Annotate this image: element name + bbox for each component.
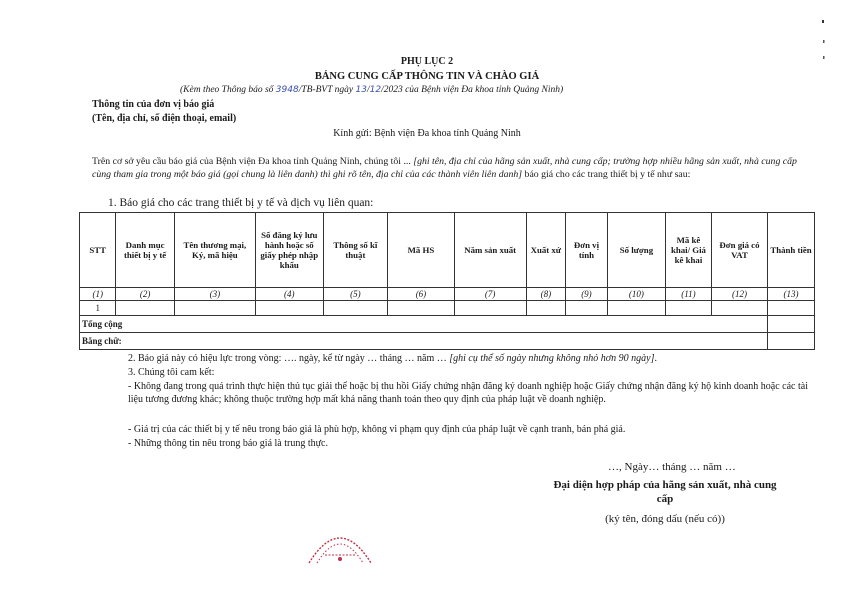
table-cell bbox=[388, 301, 455, 316]
subtitle-prefix: (Kèm theo Thông báo số bbox=[180, 85, 276, 95]
table-cell bbox=[566, 301, 608, 316]
commitment-item: - Giá trị của các thiết bị y tế nêu trong báo giá là phù hợp, không vi phạm quy định của pháp luật về cạnh tranh, bán phá giá. bbox=[128, 424, 626, 435]
column-number: (7) bbox=[454, 288, 526, 301]
validity-clause bbox=[128, 353, 657, 364]
header-cell: Số lượng bbox=[607, 213, 665, 288]
validity-text: 2. Báo giá này có hiệu lực trong vòng: …. ngày, kể từ ngày … tháng … năm … bbox=[128, 353, 450, 364]
table-header-row bbox=[80, 213, 815, 288]
table-cell bbox=[116, 301, 174, 316]
subtitle-middle: /TB-BVT ngày bbox=[298, 85, 356, 95]
total-label: Tổng cộng bbox=[80, 316, 768, 333]
column-number: (12) bbox=[711, 288, 767, 301]
table-cell bbox=[174, 301, 255, 316]
header-cell: STT bbox=[80, 213, 116, 288]
supplier-info-hint: (Tên, địa chỉ, số điện thoại, email) bbox=[92, 113, 237, 124]
header-cell: Danh mục thiết bị y tế bbox=[116, 213, 174, 288]
intro-text-end: báo giá cho các trang thiết bị y tế như sau: bbox=[522, 169, 691, 180]
column-number: (3) bbox=[174, 288, 255, 301]
supplier-info-label: Thông tin của đơn vị báo giá bbox=[92, 99, 215, 110]
handwritten-notice-number: 3948 bbox=[275, 85, 299, 95]
table-cell bbox=[607, 301, 665, 316]
table-cell bbox=[711, 301, 767, 316]
signature-instruction: (ký tên, đóng dấu (nếu có)) bbox=[605, 513, 725, 525]
header-cell: Xuất xứ bbox=[526, 213, 566, 288]
column-number: (4) bbox=[255, 288, 323, 301]
red-stamp-icon bbox=[303, 519, 377, 565]
header-cell: Thông số kĩ thuật bbox=[323, 213, 388, 288]
amount-in-words-cell bbox=[768, 333, 815, 350]
subtitle-suffix: /2023 của Bệnh viện Đa khoa tỉnh Quảng Ninh) bbox=[381, 85, 564, 95]
section-1-heading: 1. Báo giá cho các trang thiết bị y tế và dịch vụ liên quan: bbox=[108, 197, 374, 209]
margin-mark-icon bbox=[816, 18, 830, 62]
header-cell: Số đăng ký lưu hành hoặc số giấy phép nhập khẩu bbox=[255, 213, 323, 288]
header-cell: Thành tiền bbox=[768, 213, 815, 288]
column-number: (8) bbox=[526, 288, 566, 301]
handwritten-day: 13 bbox=[355, 85, 367, 95]
document-subtitle bbox=[180, 85, 563, 95]
quotation-table bbox=[79, 212, 815, 350]
intro-text: Trên cơ sở yêu cầu báo giá của Bệnh viện Đa khoa tỉnh Quảng Ninh, chúng tôi ... bbox=[92, 156, 414, 167]
stt-cell: 1 bbox=[80, 301, 116, 316]
column-number: (10) bbox=[607, 288, 665, 301]
commitment-item: - Những thông tin nêu trong báo giá là trung thực. bbox=[128, 438, 328, 449]
column-number: (5) bbox=[323, 288, 388, 301]
table-cell bbox=[768, 301, 815, 316]
legal-representative-label: Đại diện hợp pháp của hãng sản xuất, nhà cung cấp bbox=[553, 479, 777, 505]
table-cell bbox=[526, 301, 566, 316]
document-title: BẢNG CUNG CẤP THÔNG TIN VÀ CHÀO GIÁ bbox=[314, 71, 540, 82]
table-row bbox=[80, 301, 815, 316]
intro-italic-note: [ghi tên, địa chỉ của hãng sản xuất, nhà cung cấp; trường hợp nhiều hãng sản xuất, nhà cung cấp cùng tham gia trong một báo giá (gọi chung là liên danh) thì ghi rõ tên, địa chỉ của các thành viên liên danh] bbox=[92, 156, 797, 180]
column-number-row bbox=[80, 288, 815, 301]
header-cell: Đơn giá có VAT bbox=[711, 213, 767, 288]
column-number: (11) bbox=[666, 288, 712, 301]
total-value-cell bbox=[768, 316, 815, 333]
commitment-item: - Không đang trong quá trình thực hiện thủ tục giải thể hoặc bị thu hồi Giấy chứng nhận đăng ký doanh nghiệp hoặc Giấy chứng nhận đăng ký hộ kinh doanh hoặc các tài liệu tương đương khác; không thuộc trường hợp mất khả năng thanh toán theo quy định của pháp luật về doanh nghiệp. bbox=[128, 381, 808, 405]
appendix-title: PHỤ LỤC 2 bbox=[400, 56, 454, 67]
header-cell: Mã kê khai/ Giá kê khai bbox=[666, 213, 712, 288]
intro-paragraph bbox=[92, 155, 802, 181]
greeting-line: Kính gửi: Bệnh viện Đa khoa tỉnh Quảng Ninh bbox=[333, 128, 521, 139]
table-cell bbox=[454, 301, 526, 316]
header-cell: Tên thương mại, Ký, mã hiệu bbox=[174, 213, 255, 288]
header-cell: Đơn vị tính bbox=[566, 213, 608, 288]
column-number: (13) bbox=[768, 288, 815, 301]
column-number: (2) bbox=[116, 288, 174, 301]
header-cell: Năm sản xuất bbox=[454, 213, 526, 288]
header-cell: Mã HS bbox=[388, 213, 455, 288]
table-cell bbox=[255, 301, 323, 316]
amount-in-words-label: Bằng chữ: bbox=[80, 333, 768, 350]
signature-date: …, Ngày… tháng … năm … bbox=[608, 461, 736, 473]
validity-italic-note: [ghi cụ thể số ngày nhưng không nhỏ hơn 90 ngày] bbox=[449, 353, 655, 364]
handwritten-month: 12 bbox=[369, 85, 382, 95]
amount-in-words-row bbox=[80, 333, 815, 350]
commitments-title: 3. Chúng tôi cam kết: bbox=[128, 367, 215, 378]
column-number: (6) bbox=[388, 288, 455, 301]
column-number: (1) bbox=[80, 288, 116, 301]
table-cell bbox=[323, 301, 388, 316]
total-row bbox=[80, 316, 815, 333]
column-number: (9) bbox=[566, 288, 608, 301]
subtitle-separator: / bbox=[366, 85, 370, 95]
table-cell bbox=[666, 301, 712, 316]
validity-end: . bbox=[654, 353, 657, 364]
